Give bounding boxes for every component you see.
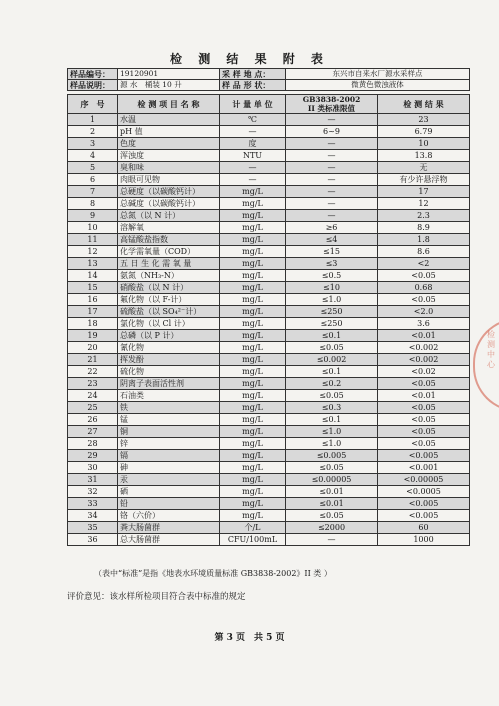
cell-unit: — (220, 174, 286, 186)
cell-unit: mg/L (220, 210, 286, 222)
cell-result: <0.05 (378, 438, 470, 450)
cell-no: 15 (68, 282, 118, 294)
cell-no: 34 (68, 510, 118, 522)
cell-standard: ≤0.05 (286, 510, 378, 522)
cell-item: 浑浊度 (118, 150, 220, 162)
cell-standard: — (286, 534, 378, 546)
sample-no-label: 样品编号： (68, 69, 118, 80)
cell-unit: mg/L (220, 306, 286, 318)
table-row (68, 462, 470, 474)
cell-result: <0.05 (378, 402, 470, 414)
cell-no: 8 (68, 198, 118, 210)
cell-item: 硒 (118, 486, 220, 498)
header-result: 检 测 结 果 (378, 95, 470, 114)
cell-result: 无 (378, 162, 470, 174)
cell-no: 9 (68, 210, 118, 222)
cell-result: <0.05 (378, 426, 470, 438)
cell-item: 臭和味 (118, 162, 220, 174)
cell-unit: mg/L (220, 438, 286, 450)
cell-unit: mg/L (220, 498, 286, 510)
cell-item: 氯化物（以 Cl 计） (118, 318, 220, 330)
cell-unit: mg/L (220, 294, 286, 306)
cell-standard: ≤10 (286, 282, 378, 294)
table-row (68, 306, 470, 318)
table-row (68, 174, 470, 186)
site-label: 采 样 地 点： (220, 69, 286, 80)
cell-result: <0.0005 (378, 486, 470, 498)
cell-no: 20 (68, 342, 118, 354)
cell-item: 肉眼可见物 (118, 174, 220, 186)
cell-result: 0.68 (378, 282, 470, 294)
cell-result: 1.8 (378, 234, 470, 246)
cell-standard: ≤0.3 (286, 402, 378, 414)
table-row (68, 486, 470, 498)
cell-standard: ≤0.1 (286, 366, 378, 378)
cell-item: 硫酸盐（以 SO₄²⁻计） (118, 306, 220, 318)
cell-standard: ≤3 (286, 258, 378, 270)
cell-unit: mg/L (220, 450, 286, 462)
cell-no: 29 (68, 450, 118, 462)
cell-unit: 度 (220, 138, 286, 150)
cell-unit: mg/L (220, 378, 286, 390)
cell-unit: mg/L (220, 414, 286, 426)
header-standard (286, 95, 378, 114)
cell-item: 铅 (118, 498, 220, 510)
cell-item: 铁 (118, 402, 220, 414)
cell-result: 13.8 (378, 150, 470, 162)
cell-no: 16 (68, 294, 118, 306)
cell-result: 17 (378, 186, 470, 198)
cell-unit: mg/L (220, 222, 286, 234)
table-row (68, 438, 470, 450)
cell-unit: mg/L (220, 510, 286, 522)
cell-result: <0.005 (378, 498, 470, 510)
cell-item: 氟化物（以 F-计） (118, 294, 220, 306)
cell-unit: mg/L (220, 366, 286, 378)
cell-result: 有少许悬浮物 (378, 174, 470, 186)
cell-standard: — (286, 162, 378, 174)
cell-no: 32 (68, 486, 118, 498)
cell-no: 3 (68, 138, 118, 150)
cell-standard: ≥6 (286, 222, 378, 234)
cell-item: 高锰酸盐指数 (118, 234, 220, 246)
cell-no: 11 (68, 234, 118, 246)
table-row (68, 186, 470, 198)
cell-unit: mg/L (220, 474, 286, 486)
table-row (68, 150, 470, 162)
cell-item: 镉 (118, 450, 220, 462)
cell-result: <0.01 (378, 390, 470, 402)
cell-no: 12 (68, 246, 118, 258)
cell-unit: 个/L (220, 522, 286, 534)
cell-standard: ≤1.0 (286, 426, 378, 438)
cell-unit: mg/L (220, 318, 286, 330)
standard-footnote: （表中“标准”是指《地表水环境质量标准 GB3838-2002》II 类 ） (94, 569, 332, 578)
table-row (68, 162, 470, 174)
header-standard-line2: II 类标准限值 (307, 104, 356, 113)
cell-no: 17 (68, 306, 118, 318)
cell-item: 阴离子表面活性剂 (118, 378, 220, 390)
cell-item: 总氮（以 N 计） (118, 210, 220, 222)
cell-item: 总硬度（以碳酸钙计） (118, 186, 220, 198)
table-row (68, 126, 470, 138)
cell-item: 总大肠菌群 (118, 534, 220, 546)
cell-unit: mg/L (220, 390, 286, 402)
cell-standard: ≤0.005 (286, 450, 378, 462)
table-row (68, 342, 470, 354)
table-row (68, 474, 470, 486)
cell-unit: mg/L (220, 402, 286, 414)
cell-unit: mg/L (220, 198, 286, 210)
cell-item: 水温 (118, 114, 220, 126)
cell-result: <0.002 (378, 342, 470, 354)
table-row (68, 378, 470, 390)
cell-no: 27 (68, 426, 118, 438)
cell-item: 锌 (118, 438, 220, 450)
cell-result: <0.05 (378, 414, 470, 426)
cell-result: 23 (378, 114, 470, 126)
cell-item: 硝酸盐（以 N 计） (118, 282, 220, 294)
cell-no: 6 (68, 174, 118, 186)
table-row (68, 510, 470, 522)
cell-unit: mg/L (220, 246, 286, 258)
cell-result: <0.002 (378, 354, 470, 366)
header-unit: 计 量 单 位 (220, 95, 286, 114)
cell-unit: NTU (220, 150, 286, 162)
cell-standard: — (286, 174, 378, 186)
cell-item: 总碱度（以碳酸钙计） (118, 198, 220, 210)
header-item: 检 测 项 目 名 称 (118, 95, 220, 114)
cell-standard: ≤0.05 (286, 390, 378, 402)
cell-result: 8.9 (378, 222, 470, 234)
table-row (68, 366, 470, 378)
table-row (68, 402, 470, 414)
header-standard-line1: GB3838-2002 (302, 95, 361, 104)
cell-no: 7 (68, 186, 118, 198)
cell-no: 10 (68, 222, 118, 234)
cell-result: 6.79 (378, 126, 470, 138)
cell-no: 5 (68, 162, 118, 174)
cell-unit: CFU/100mL (220, 534, 286, 546)
cell-item: 五 日 生 化 需 氧 量 (118, 258, 220, 270)
cell-standard: ≤2000 (286, 522, 378, 534)
cell-result: <0.05 (378, 378, 470, 390)
cell-standard: ≤15 (286, 246, 378, 258)
table-row (68, 270, 470, 282)
table-row (68, 498, 470, 510)
cell-result: <2 (378, 258, 470, 270)
table-row (68, 330, 470, 342)
cell-no: 21 (68, 354, 118, 366)
table-row (68, 294, 470, 306)
cell-unit: mg/L (220, 258, 286, 270)
evaluation-comment: 评价意见：该水样所检项目符合表中标准的规定 (67, 592, 246, 602)
table-row (68, 522, 470, 534)
cell-no: 28 (68, 438, 118, 450)
form-value: 微黄色微浊液体 (286, 80, 470, 91)
cell-item: 总磷（以 P 计） (118, 330, 220, 342)
cell-unit: mg/L (220, 186, 286, 198)
cell-no: 1 (68, 114, 118, 126)
cell-standard: ≤0.5 (286, 270, 378, 282)
cell-standard: — (286, 114, 378, 126)
cell-no: 31 (68, 474, 118, 486)
cell-no: 36 (68, 534, 118, 546)
page-title: 检 测 结 果 附 表 (170, 52, 329, 66)
cell-standard: — (286, 150, 378, 162)
cell-no: 35 (68, 522, 118, 534)
cell-result: 10 (378, 138, 470, 150)
sample-info-row (68, 80, 470, 91)
cell-item: 粪大肠菌群 (118, 522, 220, 534)
cell-no: 4 (68, 150, 118, 162)
cell-unit: mg/L (220, 486, 286, 498)
table-row (68, 318, 470, 330)
table-row (68, 390, 470, 402)
cell-standard: ≤0.01 (286, 486, 378, 498)
table-row (68, 138, 470, 150)
cell-no: 18 (68, 318, 118, 330)
cell-standard: — (286, 198, 378, 210)
table-row (68, 414, 470, 426)
cell-result: <0.05 (378, 294, 470, 306)
cell-item: 汞 (118, 474, 220, 486)
table-row (68, 222, 470, 234)
cell-result: <0.02 (378, 366, 470, 378)
cell-result: <0.05 (378, 270, 470, 282)
table-row (68, 246, 470, 258)
cell-unit: mg/L (220, 282, 286, 294)
cell-item: 砷 (118, 462, 220, 474)
cell-result: 1000 (378, 534, 470, 546)
cell-no: 33 (68, 498, 118, 510)
cell-standard: ≤1.0 (286, 294, 378, 306)
cell-standard: ≤0.01 (286, 498, 378, 510)
cell-no: 24 (68, 390, 118, 402)
cell-item: 氰化物 (118, 342, 220, 354)
cell-standard: ≤0.05 (286, 462, 378, 474)
cell-result: 2.3 (378, 210, 470, 222)
table-row (68, 534, 470, 546)
cell-result: <0.005 (378, 510, 470, 522)
results-table (67, 94, 470, 546)
table-row (68, 198, 470, 210)
cell-unit: — (220, 162, 286, 174)
cell-standard: — (286, 138, 378, 150)
cell-item: 色度 (118, 138, 220, 150)
cell-result: <0.001 (378, 462, 470, 474)
sample-info-row (68, 69, 470, 80)
table-row (68, 426, 470, 438)
table-row (68, 450, 470, 462)
results-body (68, 114, 470, 546)
table-row (68, 210, 470, 222)
cell-result: <0.01 (378, 330, 470, 342)
cell-standard: ≤250 (286, 318, 378, 330)
table-row (68, 258, 470, 270)
table-row (68, 234, 470, 246)
cell-no: 13 (68, 258, 118, 270)
cell-unit: mg/L (220, 234, 286, 246)
site-value: 东兴市自来水厂源水采样点 (286, 69, 470, 80)
cell-standard: — (286, 186, 378, 198)
cell-item: 硫化物 (118, 366, 220, 378)
header-no: 序 号 (68, 95, 118, 114)
cell-result: <2.0 (378, 306, 470, 318)
cell-standard: ≤4 (286, 234, 378, 246)
cell-item: 氨氮（NH₃-N） (118, 270, 220, 282)
desc-value: 源 水 桶装 10 升 (118, 80, 220, 91)
desc-label: 样品说明： (68, 80, 118, 91)
cell-standard: 6~9 (286, 126, 378, 138)
cell-no: 26 (68, 414, 118, 426)
table-row (68, 282, 470, 294)
cell-unit: mg/L (220, 462, 286, 474)
cell-result: 8.6 (378, 246, 470, 258)
cell-result: 3.6 (378, 318, 470, 330)
cell-no: 2 (68, 126, 118, 138)
table-row (68, 354, 470, 366)
cell-no: 25 (68, 402, 118, 414)
cell-unit: — (220, 126, 286, 138)
cell-standard: ≤250 (286, 306, 378, 318)
sample-info-table (67, 68, 470, 91)
cell-standard: ≤0.00005 (286, 474, 378, 486)
cell-result: 12 (378, 198, 470, 210)
cell-standard: ≤0.1 (286, 414, 378, 426)
cell-no: 23 (68, 378, 118, 390)
cell-standard: ≤0.002 (286, 354, 378, 366)
cell-unit: ℃ (220, 114, 286, 126)
cell-no: 30 (68, 462, 118, 474)
cell-item: 挥发酚 (118, 354, 220, 366)
cell-item: pH 值 (118, 126, 220, 138)
cell-unit: mg/L (220, 342, 286, 354)
form-label: 样 品 形 状： (220, 80, 286, 91)
cell-item: 溶解氧 (118, 222, 220, 234)
cell-item: 化学需氧量（COD） (118, 246, 220, 258)
sample-no-value: 19120901 (118, 69, 220, 80)
cell-no: 19 (68, 330, 118, 342)
cell-result: <0.005 (378, 450, 470, 462)
cell-standard: ≤0.2 (286, 378, 378, 390)
cell-standard: ≤0.05 (286, 342, 378, 354)
cell-standard: ≤0.1 (286, 330, 378, 342)
cell-item: 铬（六价） (118, 510, 220, 522)
cell-standard: — (286, 210, 378, 222)
cell-unit: mg/L (220, 330, 286, 342)
cell-unit: mg/L (220, 354, 286, 366)
table-row (68, 114, 470, 126)
cell-standard: ≤1.0 (286, 438, 378, 450)
cell-item: 锰 (118, 414, 220, 426)
cell-result: 60 (378, 522, 470, 534)
page-number: 第 3 页 共 5 页 (214, 633, 285, 643)
cell-unit: mg/L (220, 270, 286, 282)
cell-result: <0.00005 (378, 474, 470, 486)
cell-no: 14 (68, 270, 118, 282)
stamp-seal-text: 检测中心 (487, 330, 495, 369)
cell-unit: mg/L (220, 426, 286, 438)
results-header-row (68, 95, 470, 114)
cell-item: 石油类 (118, 390, 220, 402)
cell-item: 铜 (118, 426, 220, 438)
cell-no: 22 (68, 366, 118, 378)
